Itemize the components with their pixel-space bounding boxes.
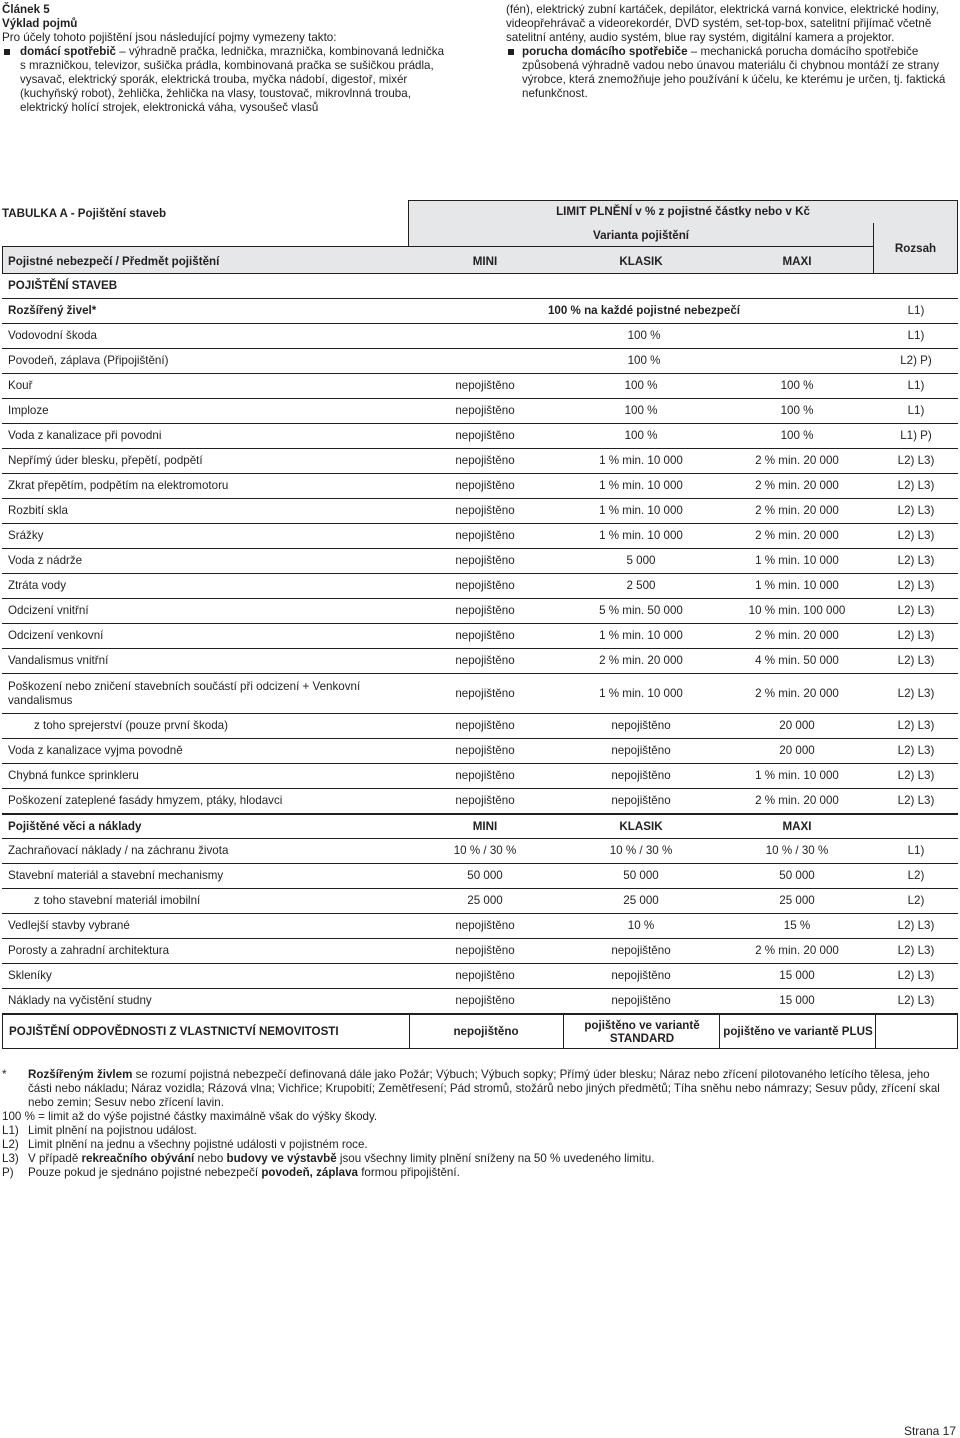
article-title: Výklad pojmů	[2, 17, 78, 30]
limit-klasik: 10 %	[627, 919, 655, 932]
limit-klasik: KLASIK	[619, 819, 663, 833]
risk-name: Ztráta vody	[8, 579, 66, 592]
risk-name: Zkrat přepětím, podpětím na elektromotoru	[8, 479, 229, 492]
definition-term: domácí spotřebič	[20, 45, 116, 58]
limit-klasik: 2 % min. 20 000	[599, 654, 683, 667]
table-row	[2, 739, 958, 764]
limit-mini: nepojištěno	[455, 404, 515, 417]
limit-klasik: 5 % min. 50 000	[599, 604, 683, 617]
rozsah-value: L2) L3)	[897, 994, 935, 1007]
column-divider	[719, 1015, 720, 1048]
footnote-p	[2, 1166, 954, 1180]
limit-mini: nepojištěno	[455, 744, 515, 757]
definition-continuation: (fén), elektrický zubní kartáček, depilátor, elektrická varná konvice, elektrické hodiny, videopřehrávač a videorekordér, DVD systém, set-top-box, satelitní přijímač včetně satelitní antény, audio systém, blue ray systém, digitální kamera a projektor.	[506, 3, 939, 44]
table-row	[2, 549, 958, 574]
risk-name: Stavební materiál a stavební mechanismy	[8, 869, 224, 882]
table-row	[2, 374, 958, 399]
bullet-square-icon	[4, 49, 10, 55]
limit-klasik: 1 % min. 10 000	[599, 529, 683, 542]
footnote-marker: P)	[2, 1166, 14, 1179]
risk-name: z toho stavební materiál imobilní	[34, 894, 201, 907]
limit-mini: nepojištěno	[453, 1024, 519, 1038]
limit-klasik: nepojištěno	[611, 769, 671, 782]
limit-mini: nepojištěno	[455, 429, 515, 442]
table-row	[2, 574, 958, 599]
limit-maxi: 2 % min. 20 000	[755, 944, 839, 957]
limit-maxi: 10 % / 30 %	[765, 844, 829, 857]
table-row	[2, 599, 958, 624]
limit-maxi: 2 % min. 20 000	[755, 504, 839, 517]
rozsah-value: L2) L3)	[897, 629, 935, 642]
limit-klasik: nepojištěno	[611, 744, 671, 757]
limit-header: LIMIT PLNĚNÍ v % z pojistné částky nebo v Kč	[556, 205, 810, 218]
risk-name: POJIŠTĚNÍ ODPOVĚDNOSTI Z VLASTNICTVÍ NEMOVITOSTI	[9, 1024, 339, 1038]
rozsah-value: L2) L3)	[897, 944, 935, 957]
risk-name: Náklady na vyčistění studny	[8, 994, 152, 1007]
footnote-marker: L3)	[2, 1152, 19, 1165]
limit-klasik: 1 % min. 10 000	[599, 479, 683, 492]
footnote-term: budovy ve výstavbě	[226, 1152, 337, 1165]
table-row	[2, 299, 958, 324]
limit-maxi: MAXI	[782, 819, 812, 833]
limit-klasik: 1 % min. 10 000	[599, 629, 683, 642]
rozsah-value	[874, 815, 958, 838]
table-row	[2, 889, 958, 914]
footnote-l2	[2, 1138, 954, 1152]
table-title: TABULKA A - Pojištění staveb	[2, 207, 167, 220]
footnote-hundred-percent: 100 % = limit až do výše pojistné částky maximálně však do výšky škody.	[2, 1110, 378, 1123]
page-number: Strana 17	[903, 1424, 956, 1438]
footnote-text: Limit plnění na jednu a všechny pojistné události v pojistném roce.	[28, 1138, 368, 1151]
footnote-l1	[2, 1124, 954, 1138]
table-row	[2, 1014, 958, 1049]
limit-maxi: 2 % min. 20 000	[755, 794, 839, 807]
right-column	[506, 3, 956, 101]
limit-maxi: 4 % min. 50 000	[755, 654, 839, 667]
limit-maxi: 15 000	[779, 969, 815, 982]
limit-all-variants: 100 %	[627, 354, 661, 367]
risk-name: Vedlejší stavby vybrané	[8, 919, 130, 932]
risk-column-header: Pojistné nebezpečí / Předmět pojištění	[8, 255, 220, 268]
section-title: POJIŠTĚNÍ STAVEB	[8, 279, 118, 292]
limit-klasik: nepojištěno	[611, 969, 671, 982]
table-row	[2, 399, 958, 424]
limit-klasik: nepojištěno	[611, 719, 671, 732]
table-row	[2, 449, 958, 474]
definition-domestic-appliance	[2, 45, 450, 115]
limit-mini: nepojištěno	[455, 969, 515, 982]
limit-mini: MINI	[472, 819, 498, 833]
table-row	[2, 674, 958, 714]
footnote-text: Pouze pokud je sjednáno pojistné nebezpečí	[28, 1166, 262, 1179]
rozsah-value: L2) L3)	[897, 719, 935, 732]
footnote-extended-elements	[2, 1068, 954, 1110]
limit-klasik: 100 %	[624, 379, 658, 392]
rozsah-value: L2) L3)	[897, 554, 935, 567]
footnote-term: povodeň, záplava	[261, 1166, 358, 1179]
rozsah-value: L2) P)	[900, 354, 932, 367]
variant-header: Varianta pojištění	[593, 229, 689, 242]
limit-mini: nepojištěno	[455, 629, 515, 642]
article-number: Článek 5	[2, 3, 50, 16]
limit-mini: nepojištěno	[455, 529, 515, 542]
limit-klasik: 50 000	[623, 869, 659, 882]
limit-mini: nepojištěno	[455, 686, 515, 700]
limit-mini: 25 000	[467, 894, 503, 907]
risk-name: Nepřímý úder blesku, přepětí, podpětí	[8, 454, 203, 467]
rozsah-value: L1)	[907, 844, 925, 857]
limit-mini: nepojištěno	[455, 944, 515, 957]
risk-name: Odcizení vnitřní	[8, 604, 89, 617]
definition-appliance-failure	[506, 45, 956, 101]
rozsah-value: L2) L3)	[897, 769, 935, 782]
table-row	[2, 764, 958, 789]
column-divider	[563, 1015, 564, 1048]
footnote-term: rekreačního obývání	[81, 1152, 195, 1165]
table-row	[2, 814, 958, 839]
limit-mini: nepojištěno	[455, 654, 515, 667]
limit-maxi: 20 000	[779, 744, 815, 757]
limit-klasik: 100 %	[624, 429, 658, 442]
limit-maxi: 2 % min. 20 000	[755, 629, 839, 642]
left-column	[2, 3, 450, 115]
limit-maxi: 2 % min. 20 000	[755, 529, 839, 542]
footnote-marker: L2)	[2, 1138, 19, 1151]
rozsah-value	[875, 1015, 959, 1048]
table-row	[2, 349, 958, 374]
risk-name: Kouř	[8, 379, 33, 392]
limit-mini: nepojištěno	[455, 719, 515, 732]
limit-klasik: 1 % min. 10 000	[599, 504, 683, 517]
limit-klasik: 2 500	[626, 579, 656, 592]
rozsah-value: L2)	[907, 869, 925, 882]
limit-maxi: 1 % min. 10 000	[755, 554, 839, 567]
risk-name: Rozšířený živel*	[8, 304, 97, 317]
limit-klasik: nepojištěno	[611, 794, 671, 807]
table-row	[2, 714, 958, 739]
table-row	[2, 989, 958, 1014]
limit-maxi: 2 % min. 20 000	[755, 686, 839, 700]
limit-maxi: 20 000	[779, 719, 815, 732]
limit-klasik: 1 % min. 10 000	[599, 686, 683, 700]
rozsah-value: L1)	[907, 404, 925, 417]
limit-maxi: 1 % min. 10 000	[755, 579, 839, 592]
limit-all-variants: 100 %	[627, 329, 661, 342]
risk-name: Skleníky	[8, 969, 52, 982]
limit-mini: 50 000	[467, 869, 503, 882]
table-row	[2, 424, 958, 449]
limit-mini: 10 % / 30 %	[453, 844, 517, 857]
rozsah-value: L2) L3)	[897, 454, 935, 467]
definition-term: porucha domácího spotřebiče	[522, 45, 688, 58]
bullet-square-icon	[508, 49, 514, 55]
table-row	[2, 649, 958, 674]
limit-klasik: 5 000	[626, 554, 656, 567]
table-row	[2, 524, 958, 549]
limit-mini: nepojištěno	[455, 579, 515, 592]
limit-mini: nepojištěno	[455, 504, 515, 517]
limit-maxi: 25 000	[779, 894, 815, 907]
rozsah-value: L2) L3)	[897, 604, 935, 617]
footnote-text: Limit plnění na pojistnou událost.	[28, 1124, 197, 1137]
limit-mini: nepojištěno	[455, 554, 515, 567]
footnote-text: jsou všechny limity plnění sníženy na 50 % uvedeného limitu.	[336, 1152, 655, 1165]
limit-mini: nepojištěno	[455, 994, 515, 1007]
limit-mini: nepojištěno	[455, 479, 515, 492]
limit-maxi: 2 % min. 20 000	[755, 454, 839, 467]
footnote-text: se rozumí pojistná nebezpečí definovaná dále jako Požár; Výbuch; Výbuch sopky; Přímý úder blesku; Náraz nebo zřícení pilotovaného letícího tělesa, jeho části nebo nákladu; Náraz vozidla; Rázová vlna; Vichřice; Krupobití; Zemětřesení; Pád stromů, stožárů nebo jiných předmětů; Tíha sněhu nebo námrazy; Sesuv půdy, zřícení skal nebo zemin; Sesuv nebo zřícení lavin.	[28, 1068, 940, 1109]
limit-maxi: pojištěno ve variantě PLUS	[723, 1025, 873, 1038]
limit-maxi: 15 %	[783, 919, 811, 932]
rozsah-value: L2)	[907, 894, 925, 907]
rozsah-value: L1)	[907, 329, 925, 342]
footnote-text: V případě	[28, 1152, 82, 1165]
rozsah-value: L2) L3)	[897, 504, 935, 517]
risk-name: Zachraňovací náklady / na záchranu života	[8, 844, 229, 857]
risk-name: Voda z nádrže	[8, 554, 83, 567]
risk-name: Vandalismus vnitřní	[8, 654, 109, 667]
rozsah-value: L2) L3)	[897, 529, 935, 542]
risk-name: Voda z kanalizace vyjma povodně	[8, 744, 183, 757]
risk-name: Pojištěné věci a náklady	[8, 819, 142, 833]
risk-name: Chybná funkce sprinkleru	[8, 769, 139, 782]
risk-name: Voda z kanalizace při povodni	[8, 429, 162, 442]
section-row	[2, 274, 958, 299]
table-row	[2, 964, 958, 989]
limit-klasik: 10 % / 30 %	[609, 844, 673, 857]
column-divider	[875, 1015, 876, 1048]
limit-mini: nepojištěno	[455, 454, 515, 467]
limit-mini: nepojištěno	[455, 794, 515, 807]
column-divider	[409, 1015, 410, 1048]
rozsah-value: L1)	[907, 304, 925, 317]
risk-name: Porosty a zahradní architektura	[8, 944, 170, 957]
limit-maxi: 100 %	[780, 404, 814, 417]
limit-mini: nepojištěno	[455, 769, 515, 782]
table-row	[2, 324, 958, 349]
table-row	[2, 789, 958, 814]
risk-name: Poškození zateplené fasády hmyzem, ptáky, hlodavci	[8, 794, 283, 807]
table-row	[2, 474, 958, 499]
limit-maxi: 100 %	[780, 379, 814, 392]
limit-klasik: 1 % min. 10 000	[599, 454, 683, 467]
footnote-term: Rozšířeným živlem	[28, 1068, 133, 1081]
limit-mini: nepojištěno	[455, 919, 515, 932]
limit-maxi: 2 % min. 20 000	[755, 479, 839, 492]
klasik-column-header: KLASIK	[619, 255, 663, 268]
footnote-l3	[2, 1152, 954, 1166]
rozsah-value: L2) L3)	[897, 654, 935, 667]
table-row	[2, 839, 958, 864]
risk-name: Vodovodní škoda	[8, 329, 97, 342]
rozsah-header: Rozsah	[894, 242, 937, 255]
table-row	[2, 914, 958, 939]
footnote-marker: *	[2, 1068, 7, 1081]
article-intro: Pro účely tohoto pojištění jsou následující pojmy vymezeny takto:	[2, 31, 337, 44]
rozsah-value: L2) L3)	[897, 579, 935, 592]
limit-klasik: pojištěno ve variantě STANDARD	[584, 1018, 700, 1045]
limit-maxi: 100 %	[780, 429, 814, 442]
limit-maxi: 50 000	[779, 869, 815, 882]
table-row	[2, 499, 958, 524]
limit-klasik: 25 000	[623, 894, 659, 907]
rozsah-value: L2) L3)	[897, 969, 935, 982]
footnote-text: nebo	[194, 1152, 227, 1165]
maxi-column-header: MAXI	[782, 255, 812, 268]
table-row	[2, 864, 958, 889]
limit-mini: nepojištěno	[455, 379, 515, 392]
rozsah-value: L2) L3)	[897, 794, 935, 807]
limit-all-variants: 100 % na každé pojistné nebezpečí	[547, 304, 740, 317]
mini-column-header: MINI	[472, 255, 498, 268]
rozsah-value: L2) L3)	[897, 919, 935, 932]
risk-name: Rozbití skla	[8, 504, 68, 517]
risk-name: Povodeň, záplava (Připojištění)	[8, 354, 169, 367]
limit-maxi: 1 % min. 10 000	[755, 769, 839, 782]
risk-name: Odcizení venkovní	[8, 629, 104, 642]
risk-name: Poškození nebo zničení stavebních součástí při odcizení + Venkovní vandalismus	[8, 679, 361, 707]
risk-name: z toho sprejerství (pouze první škoda)	[34, 719, 228, 732]
footnotes	[2, 1068, 954, 1180]
rozsah-value: L2) L3)	[897, 479, 935, 492]
limit-mini: nepojištěno	[455, 604, 515, 617]
rozsah-value: L2) L3)	[897, 686, 935, 700]
limit-klasik: nepojištěno	[611, 994, 671, 1007]
risk-name: Imploze	[8, 404, 49, 417]
footnote-text: formou připojištění.	[357, 1166, 460, 1179]
definition-text: – výhradně pračka, lednička, mraznička, kombinovaná lednička s mrazničkou, televizor, sušička prádla, kombinovaná pračka se sušičkou prádla, vysavač, elektrický sporák, elektrická trouba, myčka nádobí, digestoř, mixér (kuchyňský robot), žehlička, žehlička na vlasy, toustovač, mikrovlnná trouba, elektrický holící strojek, elektronická váha, vysoušeč vlasů	[20, 45, 445, 114]
rozsah-value: L1)	[907, 379, 925, 392]
limit-klasik: nepojištěno	[611, 944, 671, 957]
limit-maxi: 15 000	[779, 994, 815, 1007]
table-row	[2, 939, 958, 964]
table-row	[2, 624, 958, 649]
limit-klasik: 100 %	[624, 404, 658, 417]
rozsah-value: L1) P)	[900, 429, 932, 442]
rozsah-value: L2) L3)	[897, 744, 935, 757]
risk-name: Srážky	[8, 529, 44, 542]
limit-maxi: 10 % min. 100 000	[748, 604, 846, 617]
footnote-marker: L1)	[2, 1124, 19, 1137]
definition-text: – mechanická porucha domácího spotřebiče způsobená výhradně vadou nebo únavou materiálu či chybnou montáží ze strany výrobce, která znemožňuje jeho používání k účelu, ke kterému je určen, tj. faktická nefunkčnost.	[522, 45, 946, 100]
